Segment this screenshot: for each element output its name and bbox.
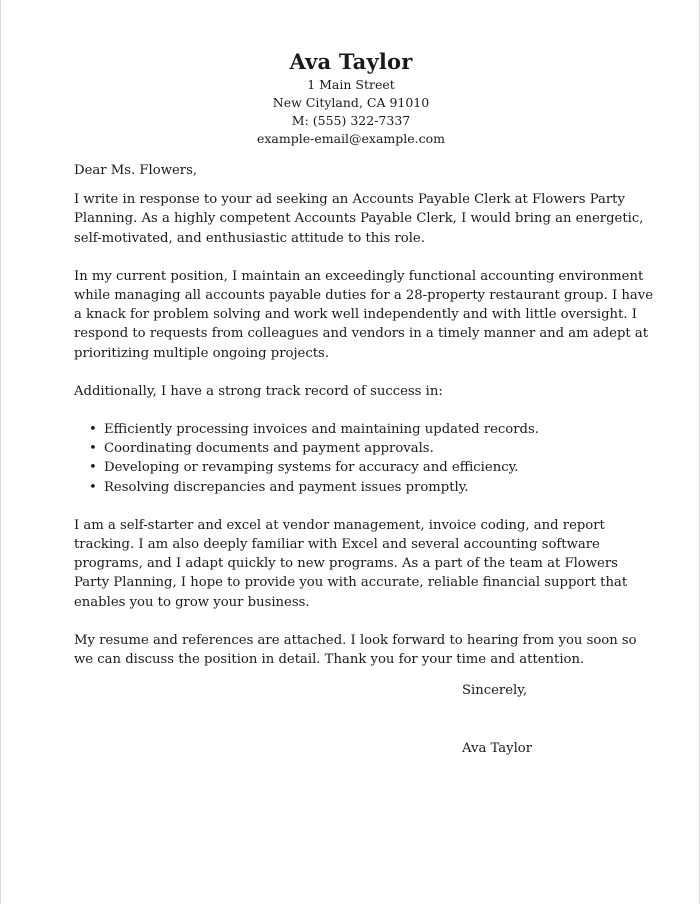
signature-name: Ava Taylor [462,741,533,756]
sender-email: example-email@example.com [256,131,446,146]
achievements-list [74,420,654,497]
sender-name: Ava Taylor [289,49,413,74]
paragraph-intro: I write in response to your ad seeking an Accounts Payable Clerk at Flowers Party Planning. As a highly competent Accounts Payable Clerk, I would bring an energetic, self-motivated, and enthusiastic attitude to this role. [74,192,644,246]
sender-phone: M: (555) 322-7337 [291,113,411,128]
list-item: • Efficiently processing invoices and maintaining updated records. [92,420,654,439]
list-item: • Developing or revamping systems for accuracy and efficiency. [92,458,654,477]
sender-city: New Cityland, CA 91010 [272,95,430,110]
list-intro: Additionally, I have a strong track record of success in: [74,383,443,399]
paragraph-skills: I am a self-starter and excel at vendor management, invoice coding, and report tracking. I am also deeply familiar with Excel and several accounting software programs, and I adapt quickly to new programs. As a part of the team at Flowers Party Planning, I hope to provide you with accurate, reliable financial support that enables you to grow your business. [74,517,628,610]
paragraph-current-position: In my current position, I maintain an exceedingly functional accounting environment while managing all accounts payable duties for a 28-property restaurant group. I have a knack for problem solving and work well independently and with little oversight. I respond to requests from colleagues and vendors in a timely manner and am adept at prioritizing multiple ongoing projects. [74,268,654,361]
list-item: • Resolving discrepancies and payment issues promptly. [92,478,654,497]
list-item: • Coordinating documents and payment approvals. [92,439,654,458]
letter-body [74,161,654,688]
paragraph-closing: My resume and references are attached. I look forward to hearing from you soon so we can discuss the position in detail. Thank you for your time and attention. [74,632,637,668]
letterhead [1,48,700,148]
salutation: Dear Ms. Flowers, [74,163,198,178]
closing: Sincerely, [462,683,528,698]
sender-street: 1 Main Street [307,77,395,92]
